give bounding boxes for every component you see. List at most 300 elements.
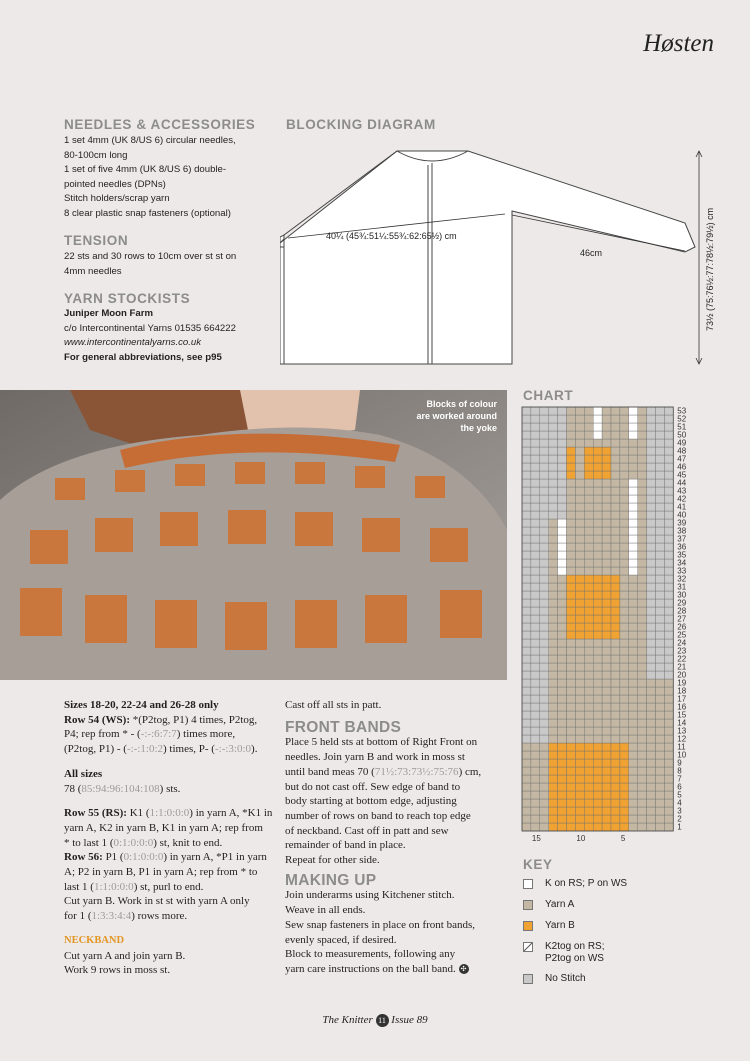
chart-cell (522, 711, 531, 719)
chart-cell (522, 639, 531, 647)
chart-cell (531, 535, 540, 543)
chart-cell (531, 687, 540, 695)
chart-cell (629, 823, 638, 831)
chart-cell (620, 775, 629, 783)
chart-cell (602, 431, 611, 439)
chart-cell (540, 567, 549, 575)
chart-cell (558, 631, 567, 639)
chart-cell (549, 567, 558, 575)
chart-cell (540, 727, 549, 735)
chart-cell (611, 407, 620, 415)
chart-cell (584, 511, 593, 519)
row-text: Cut yarn B. Work in st st with yarn A only (64, 895, 250, 908)
size-values: -:-:1:0:2 (126, 743, 164, 756)
sleeve-measurement: 46cm (580, 248, 603, 258)
chart-cell (593, 487, 602, 495)
chart-cell (629, 447, 638, 455)
chart-cell (593, 455, 602, 463)
chart-row-number: 35 (677, 550, 687, 560)
chart-cell (593, 431, 602, 439)
row-text: ) st, purl to end. (133, 880, 204, 893)
chart-cell (540, 743, 549, 751)
chart-cell (558, 543, 567, 551)
chart-cell (558, 799, 567, 807)
chart-cell (593, 519, 602, 527)
chart-cell (558, 639, 567, 647)
chart-cell (602, 783, 611, 791)
chart-cell (567, 439, 576, 447)
chart-cell (602, 559, 611, 567)
chart-cell (531, 727, 540, 735)
chart-cell (567, 767, 576, 775)
chart-cell (531, 519, 540, 527)
chart-row-number: 27 (677, 614, 687, 624)
chart-cell (567, 503, 576, 511)
chart-cell (620, 743, 629, 751)
chart-cell (664, 479, 673, 487)
chart-cell (611, 575, 620, 583)
chart-cell (522, 567, 531, 575)
chart-cell (620, 703, 629, 711)
chart-cell (664, 727, 673, 735)
chart-cell (575, 535, 584, 543)
chart-cell (558, 791, 567, 799)
chart-cell (629, 527, 638, 535)
chart-cell (522, 807, 531, 815)
chart-cell (629, 463, 638, 471)
chart-cell (567, 591, 576, 599)
chart-cell (602, 767, 611, 775)
chart-cell (647, 679, 656, 687)
chart-cell (549, 487, 558, 495)
making-up-heading: MAKING UP (285, 871, 377, 889)
chart-cell (522, 423, 531, 431)
chart-cell (531, 615, 540, 623)
chart-cell (522, 495, 531, 503)
chart-row-number: 22 (677, 654, 687, 664)
chart-cell (584, 591, 593, 599)
chart-cell (593, 783, 602, 791)
chart-cell (522, 695, 531, 703)
chart-cell (602, 551, 611, 559)
chart-cell (629, 407, 638, 415)
key-swatch-no-stitch (523, 974, 533, 984)
chart-cell (549, 631, 558, 639)
chart-cell (629, 591, 638, 599)
chart-cell (531, 655, 540, 663)
chart-cell (531, 799, 540, 807)
chart-cell (629, 519, 638, 527)
chart-row-number: 16 (677, 702, 687, 712)
row-text: for 1 ( (64, 910, 92, 923)
chart-cell (549, 607, 558, 615)
chart-cell (638, 623, 647, 631)
chart-cell (558, 647, 567, 655)
chart-cell (531, 551, 540, 559)
chart-cell (531, 471, 540, 479)
chart-cell (664, 567, 673, 575)
chart-row-number: 52 (677, 414, 687, 424)
chart-cell (629, 431, 638, 439)
key-swatch-knit (523, 879, 533, 889)
caption-line: Blocks of colour (426, 399, 497, 409)
chart-cell (647, 759, 656, 767)
chart-cell (602, 591, 611, 599)
chart-cell (575, 759, 584, 767)
chart-cell (664, 759, 673, 767)
chart-cell (602, 775, 611, 783)
chart-cell (522, 439, 531, 447)
chart-cell (656, 607, 665, 615)
chart-cell (620, 607, 629, 615)
chart-cell (638, 799, 647, 807)
chart-cell (540, 647, 549, 655)
chart-cell (664, 543, 673, 551)
chart-cell (549, 647, 558, 655)
stockist-url[interactable]: www.intercontinentalyarns.co.uk (64, 337, 202, 349)
chart-cell (593, 807, 602, 815)
chart-row-number: 14 (677, 718, 687, 728)
chart-cell (638, 775, 647, 783)
chart-cell (567, 735, 576, 743)
chart-cell (647, 567, 656, 575)
chart-cell (664, 423, 673, 431)
row-text: ) times, P- ( (163, 743, 215, 756)
chart-cell (540, 751, 549, 759)
chart-cell (656, 455, 665, 463)
chart-cell (575, 463, 584, 471)
chart-cell (584, 631, 593, 639)
chart-row-number: 36 (677, 542, 687, 552)
chart-cell (558, 583, 567, 591)
chart-cell (575, 671, 584, 679)
chart-cell (647, 415, 656, 423)
chart-cell (664, 719, 673, 727)
chart-cell (664, 607, 673, 615)
chart-row-number: 18 (677, 686, 687, 696)
chart-cell (638, 679, 647, 687)
chart-cell (584, 687, 593, 695)
chart-cell (549, 687, 558, 695)
chart-cell (629, 567, 638, 575)
chart-cell (656, 695, 665, 703)
row-text: P1 ( (102, 851, 124, 864)
chart-cell (656, 751, 665, 759)
chart-cell (575, 647, 584, 655)
chart-cell (602, 759, 611, 767)
chart-cell (593, 503, 602, 511)
chart-cell (558, 423, 567, 431)
chart-cell (620, 583, 629, 591)
chart-cell (611, 623, 620, 631)
chart-cell (611, 815, 620, 823)
row-text: ) cm, (458, 765, 482, 778)
chart-cell (611, 639, 620, 647)
chart-cell (629, 727, 638, 735)
chart-cell (584, 495, 593, 503)
chart-cell (522, 407, 531, 415)
chart-cell (540, 431, 549, 439)
chart-cell (584, 623, 593, 631)
chart-cell (558, 783, 567, 791)
chart-cell (602, 751, 611, 759)
needles-heading: NEEDLES & ACCESSORIES (64, 117, 256, 132)
chart-cell (647, 423, 656, 431)
chart-cell (549, 791, 558, 799)
row-text: *(P2tog, P1) 4 times, P2tog, (130, 713, 258, 726)
chart-cell (567, 743, 576, 751)
chart-cell (647, 479, 656, 487)
chart-cell (549, 415, 558, 423)
chart-cell (647, 791, 656, 799)
chart-cell (664, 743, 673, 751)
size-values: 0:1:0:0:0 (123, 851, 164, 864)
chart-cell (558, 431, 567, 439)
row-text: * to last 1 ( (64, 836, 114, 849)
chart-row-number: 32 (677, 574, 687, 584)
chart-cell (522, 527, 531, 535)
chart-cell (638, 559, 647, 567)
chart-cell (638, 503, 647, 511)
chart-cell (531, 607, 540, 615)
chart-cell (602, 719, 611, 727)
chart-cell (540, 495, 549, 503)
chart-cell (531, 559, 540, 567)
chart-cell (647, 807, 656, 815)
chart-row-number: 21 (677, 662, 687, 672)
chart-cell (558, 607, 567, 615)
chart-cell (522, 591, 531, 599)
chart-cell (575, 495, 584, 503)
row-text: Sew snap fasteners in place on front bands, (285, 918, 476, 931)
chart-cell (611, 583, 620, 591)
chart-cell (549, 559, 558, 567)
chart-cell (567, 551, 576, 559)
chart-cell (567, 663, 576, 671)
chart-cell (638, 519, 647, 527)
stockist-name: Juniper Moon Farm (64, 308, 154, 319)
issue-number: Issue 89 (391, 1014, 428, 1027)
chart-cell (593, 759, 602, 767)
chart-cell (522, 455, 531, 463)
chart-cell (602, 455, 611, 463)
page-footer (0, 1014, 750, 1027)
chart-cell (522, 727, 531, 735)
chart-cell (575, 447, 584, 455)
chart-cell (647, 775, 656, 783)
chart-cell (629, 751, 638, 759)
chart-cell (567, 791, 576, 799)
chart-cell (540, 599, 549, 607)
chart-cell (540, 455, 549, 463)
chart-cell (593, 591, 602, 599)
chart-cell (531, 823, 540, 831)
chart-cell (602, 535, 611, 543)
chart-col-label: 15 (531, 834, 541, 843)
chart-cell (656, 415, 665, 423)
chart-cell (638, 447, 647, 455)
chart-cell (593, 711, 602, 719)
chart-cell (664, 471, 673, 479)
chart-cell (558, 487, 567, 495)
chart-row-number: 6 (677, 782, 682, 792)
chart-cell (611, 471, 620, 479)
chart-cell (664, 695, 673, 703)
chart-cell (567, 479, 576, 487)
chart-cell (522, 607, 531, 615)
chart-cell (611, 615, 620, 623)
chart-cell (584, 735, 593, 743)
chart-cell (664, 535, 673, 543)
chart-cell (558, 823, 567, 831)
chart-cell (549, 695, 558, 703)
chart-cell (540, 631, 549, 639)
chart-cell (620, 599, 629, 607)
chart-cell (540, 783, 549, 791)
chart-cell (558, 511, 567, 519)
chart-cell (647, 471, 656, 479)
chart-cell (549, 495, 558, 503)
chart-cell (611, 439, 620, 447)
chart-cell (575, 415, 584, 423)
key-heading: KEY (523, 857, 553, 872)
chart-cell (629, 551, 638, 559)
chart-cell (620, 735, 629, 743)
chart-row-number: 34 (677, 558, 687, 568)
chart-cell (549, 815, 558, 823)
chart-cell (602, 703, 611, 711)
chart-cell (611, 655, 620, 663)
chart-cell (602, 671, 611, 679)
chart-cell (629, 543, 638, 551)
chart-cell (540, 815, 549, 823)
chart-cell (620, 799, 629, 807)
stockists-text (64, 307, 236, 365)
row-text: Join underarms using Kitchener stitch. (285, 889, 455, 902)
chart-cell (549, 679, 558, 687)
chart-cell (584, 711, 593, 719)
size-values: 85:94:96:104:108 (81, 782, 160, 795)
chart-cell (567, 679, 576, 687)
chart-cell (567, 607, 576, 615)
row-text: ) sts. (159, 782, 181, 795)
chart-cell (549, 575, 558, 583)
chart-row-number: 8 (677, 766, 682, 776)
chart-cell (593, 599, 602, 607)
chart-cell (664, 439, 673, 447)
size-values: 1:1:0:0:0 (93, 880, 134, 893)
chart-cell (656, 527, 665, 535)
chart-cell (629, 631, 638, 639)
chart-cell (575, 591, 584, 599)
magazine-name: The Knitter (322, 1014, 373, 1027)
chart-cell (522, 503, 531, 511)
chart-cell (549, 711, 558, 719)
chart-cell (629, 423, 638, 431)
chart-cell (647, 519, 656, 527)
chart-cell (567, 711, 576, 719)
chart-cell (620, 679, 629, 687)
chart-cell (584, 607, 593, 615)
chart-cell (531, 671, 540, 679)
chart-cell (540, 591, 549, 599)
chart-cell (531, 663, 540, 671)
chart-cell (575, 751, 584, 759)
chart-cell (664, 791, 673, 799)
chart-cell (540, 703, 549, 711)
chart-cell (567, 727, 576, 735)
chart-cell (593, 639, 602, 647)
chart-cell (647, 527, 656, 535)
chart-row-number: 45 (677, 470, 687, 480)
chart-cell (593, 671, 602, 679)
chart-cell (620, 439, 629, 447)
size-values: 71½:73:73½:75:76 (374, 765, 459, 778)
chart-cell (584, 703, 593, 711)
chart-cell (647, 551, 656, 559)
chart-cell (567, 559, 576, 567)
chart-cell (567, 759, 576, 767)
garment-outline (280, 151, 695, 364)
chart-cell (575, 631, 584, 639)
chart-cell (638, 599, 647, 607)
chart-cell (656, 583, 665, 591)
chart-cell (602, 807, 611, 815)
chart-cell (567, 543, 576, 551)
chart-cell (593, 687, 602, 695)
chart-cell (584, 543, 593, 551)
needles-line: 1 set of five 4mm (UK 8/US 6) double- (64, 164, 227, 176)
chart-cell (593, 495, 602, 503)
chart-cell (629, 759, 638, 767)
chart-cell (611, 543, 620, 551)
caption-line: the yoke (460, 423, 497, 433)
chart-cell (620, 407, 629, 415)
row-text: yarn A, K2 in yarn B, K1 in yarn A; rep from (64, 821, 263, 834)
chart-cell (638, 471, 647, 479)
chart-cell (575, 551, 584, 559)
chart-cell (584, 679, 593, 687)
chart-cell (620, 791, 629, 799)
chart-cell (522, 615, 531, 623)
needles-line: Stitch holders/scrap yarn (64, 193, 170, 205)
needles-list (64, 134, 236, 222)
chart-cell (575, 519, 584, 527)
chart-cell (647, 783, 656, 791)
chart-cell (647, 647, 656, 655)
chart-cell (647, 719, 656, 727)
chart-cell (540, 407, 549, 415)
chart-cell (611, 599, 620, 607)
chart-cell (602, 599, 611, 607)
chart-cell (540, 799, 549, 807)
chart-cell (620, 591, 629, 599)
chart-cell (558, 695, 567, 703)
chart-row-number: 7 (677, 774, 682, 784)
chart-cell (656, 623, 665, 631)
chart-cell (602, 471, 611, 479)
chart-cell (620, 431, 629, 439)
chart-cell (638, 671, 647, 679)
chart-row-number: 26 (677, 622, 687, 632)
chart-cell (647, 447, 656, 455)
chart-cell (522, 559, 531, 567)
chart-cell (611, 647, 620, 655)
chart-cell (611, 775, 620, 783)
chart-cell (664, 527, 673, 535)
chart-cell (664, 655, 673, 663)
chart-cell (549, 703, 558, 711)
